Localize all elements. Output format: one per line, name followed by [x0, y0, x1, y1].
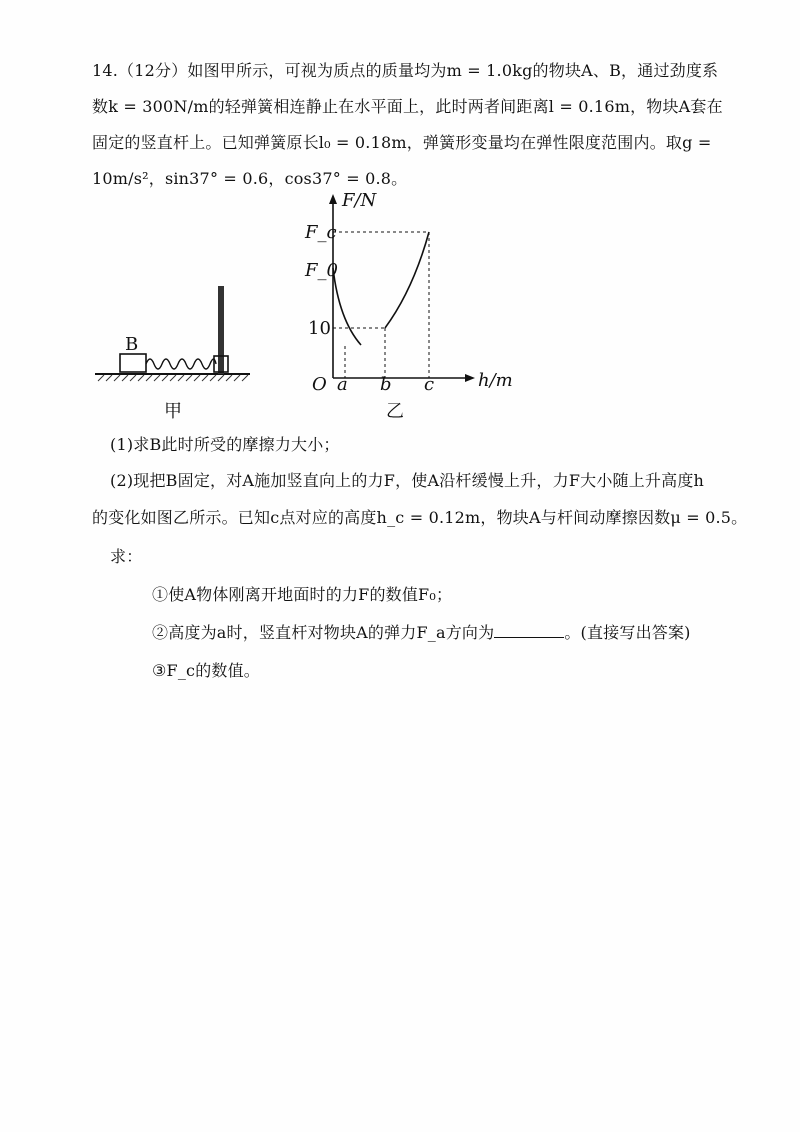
part-2-line-2: 的变化如图乙所示。已知c点对应的高度h_c = 0.12m，物块A与杆间动摩擦因数μ = 0.5。 — [92, 508, 748, 527]
curve-increasing — [385, 232, 429, 328]
sub-question-2-text: ②高度为a时，竖直杆对物块A的弹力F_a方向为 — [152, 623, 495, 642]
guide-lines — [333, 232, 429, 378]
sub-question-2-note: 。(直接写出答案) — [564, 623, 691, 642]
sub-question-2 — [152, 620, 691, 643]
origin-label: O — [312, 374, 327, 395]
tick-f0: F_0 — [305, 260, 338, 281]
part-2-line-1: (2)现把B固定，对A施加竖直向上的力F，使A沿杆缓慢上升，力F大小随上升高度h — [110, 471, 705, 490]
tick-c: c — [424, 374, 435, 395]
ground-hatching — [98, 375, 248, 381]
tick-fc: F_c — [305, 222, 337, 243]
figure-yi-caption: 乙 — [386, 401, 404, 422]
block-b — [120, 354, 146, 372]
spring — [146, 359, 216, 369]
question-line-1: 14.（12分）如图甲所示，可视为质点的质量均为m = 1.0kg的物块A、B，通过劲度系 — [92, 61, 719, 80]
tick-b: b — [380, 374, 392, 395]
x-axis-arrow — [465, 374, 475, 382]
y-axis-arrow — [329, 194, 337, 204]
sub-question-3: ③F_c的数值。 — [152, 661, 261, 680]
vertical-rod — [218, 286, 224, 374]
tick-a: a — [337, 374, 348, 395]
answer-blank — [494, 623, 564, 638]
question-line-4: 10m/s²，sin37° = 0.6，cos37° = 0.8。 — [92, 169, 408, 188]
figure-jia-caption: 甲 — [164, 401, 182, 422]
sub-question-1: ①使A物体刚离开地面时的力F的数值F₀； — [152, 585, 453, 604]
question-line-3: 固定的竖直杆上。已知弹簧原长l₀ = 0.18m，弹簧形变量均在弹性限度范围内。取g = — [92, 133, 712, 152]
question-line-2: 数k = 300N/m的轻弹簧相连静止在水平面上，此时两者间距离l = 0.16m，物块A套在 — [92, 97, 723, 116]
x-axis-label: h/m — [478, 370, 513, 391]
tick-10: 10 — [308, 318, 331, 339]
part-1: (1)求B此时所受的摩擦力大小； — [110, 435, 340, 454]
y-axis-label: F/N — [342, 190, 377, 211]
block-b-label: B — [125, 334, 139, 355]
ask-label: 求： — [110, 547, 143, 566]
